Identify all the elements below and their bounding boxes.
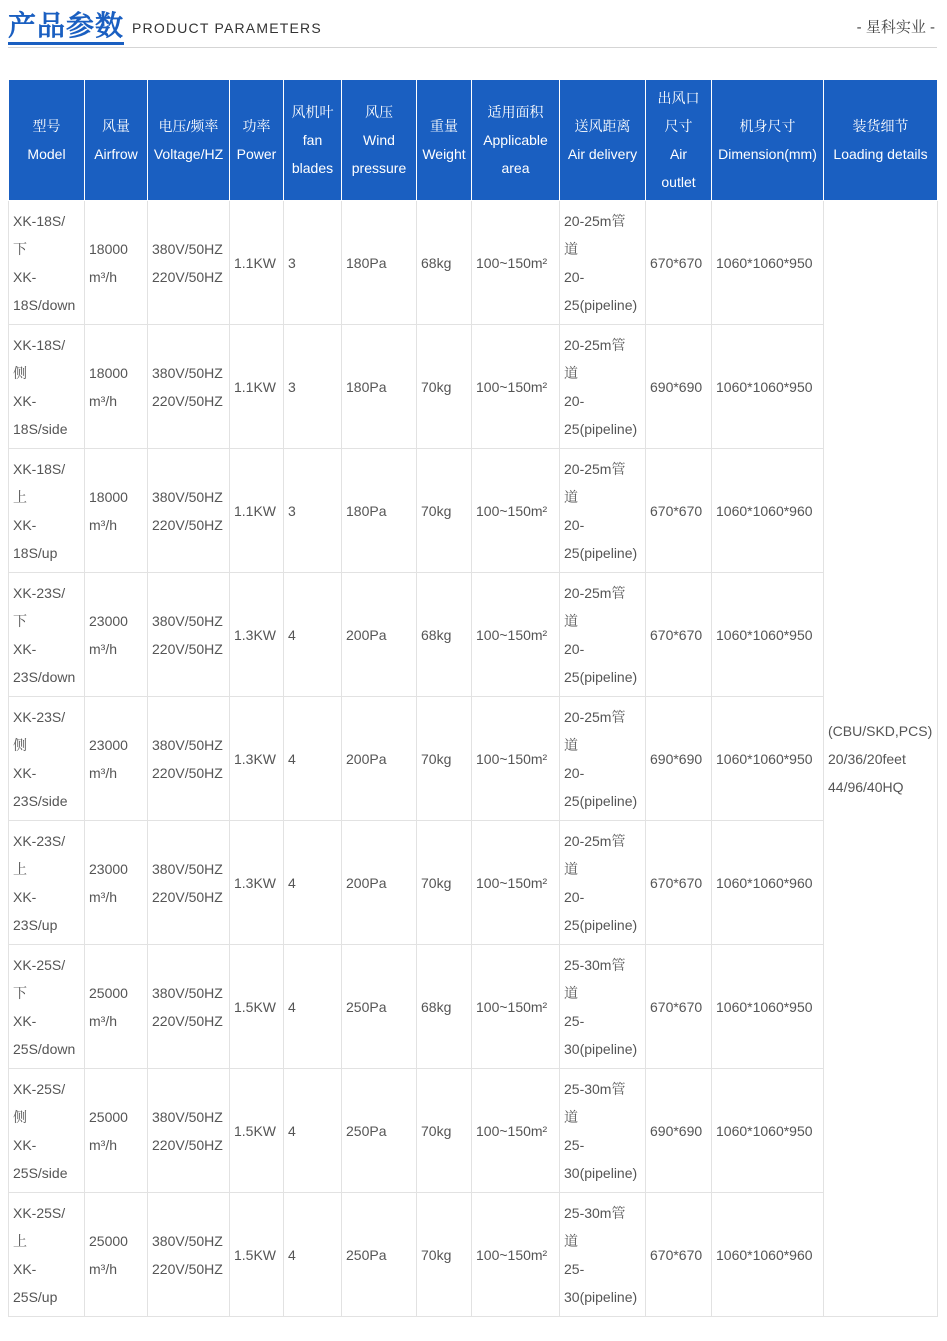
section-title-en: PRODUCT PARAMETERS — [132, 20, 322, 36]
cell-air-delivery: 25-30m管 道 25- 30(pipeline) — [560, 1193, 646, 1317]
cell-applicable-area: 100~150m² — [472, 449, 560, 573]
cell-air-delivery: 25-30m管 道 25- 30(pipeline) — [560, 1069, 646, 1193]
cell-fan-blades: 4 — [284, 1193, 342, 1317]
cell-dimension: 1060*1060*950 — [712, 201, 824, 325]
col-header-voltage: 电压/频率 Voltage/HZ — [148, 80, 230, 201]
cell-voltage: 380V/50HZ 220V/50HZ — [148, 945, 230, 1069]
col-header-power: 功率 Power — [230, 80, 284, 201]
table-row — [9, 1069, 938, 1193]
cell-air-delivery: 20-25m管 道 20- 25(pipeline) — [560, 697, 646, 821]
cell-model: XK-25S/ 下 XK- 25S/down — [9, 945, 85, 1069]
cell-wind-pressure: 200Pa — [342, 821, 417, 945]
col-header-weight: 重量 Weight — [417, 80, 472, 201]
cell-weight: 70kg — [417, 697, 472, 821]
cell-air-delivery: 20-25m管 道 20- 25(pipeline) — [560, 201, 646, 325]
cell-weight: 70kg — [417, 1069, 472, 1193]
cell-weight: 70kg — [417, 1193, 472, 1317]
cell-airflow: 25000 m³/h — [85, 1193, 148, 1317]
table-row — [9, 449, 938, 573]
cell-applicable-area: 100~150m² — [472, 1069, 560, 1193]
cell-wind-pressure: 180Pa — [342, 201, 417, 325]
cell-weight: 70kg — [417, 449, 472, 573]
col-header-loading-details: 装货细节 Loading details — [824, 80, 938, 201]
cell-power: 1.1KW — [230, 449, 284, 573]
cell-weight: 68kg — [417, 573, 472, 697]
company-name: - 星科实业 - — [856, 19, 935, 36]
cell-fan-blades: 4 — [284, 1069, 342, 1193]
header-divider — [8, 47, 937, 48]
cell-fan-blades: 4 — [284, 821, 342, 945]
cell-weight: 68kg — [417, 945, 472, 1069]
cell-voltage: 380V/50HZ 220V/50HZ — [148, 201, 230, 325]
cell-dimension: 1060*1060*950 — [712, 945, 824, 1069]
cell-air-outlet: 670*670 — [646, 201, 712, 325]
cell-wind-pressure: 200Pa — [342, 573, 417, 697]
cell-dimension: 1060*1060*960 — [712, 449, 824, 573]
cell-weight: 68kg — [417, 201, 472, 325]
cell-power: 1.5KW — [230, 1193, 284, 1317]
title-underline — [8, 42, 124, 45]
cell-model: XK-18S/ 下 XK- 18S/down — [9, 201, 85, 325]
cell-dimension: 1060*1060*960 — [712, 1193, 824, 1317]
cell-voltage: 380V/50HZ 220V/50HZ — [148, 821, 230, 945]
cell-fan-blades: 3 — [284, 449, 342, 573]
cell-model: XK-25S/ 上 XK- 25S/up — [9, 1193, 85, 1317]
cell-weight: 70kg — [417, 821, 472, 945]
cell-wind-pressure: 250Pa — [342, 1193, 417, 1317]
cell-fan-blades: 4 — [284, 697, 342, 821]
cell-air-delivery: 20-25m管 道 20- 25(pipeline) — [560, 449, 646, 573]
cell-power: 1.3KW — [230, 821, 284, 945]
cell-air-outlet: 670*670 — [646, 573, 712, 697]
table-body — [9, 201, 938, 1317]
cell-air-delivery: 25-30m管 道 25- 30(pipeline) — [560, 945, 646, 1069]
cell-airflow: 25000 m³/h — [85, 945, 148, 1069]
cell-applicable-area: 100~150m² — [472, 325, 560, 449]
cell-air-outlet: 670*670 — [646, 1193, 712, 1317]
table-row — [9, 697, 938, 821]
cell-applicable-area: 100~150m² — [472, 697, 560, 821]
cell-voltage: 380V/50HZ 220V/50HZ — [148, 449, 230, 573]
cell-fan-blades: 4 — [284, 573, 342, 697]
cell-power: 1.5KW — [230, 945, 284, 1069]
cell-model: XK-23S/ 侧 XK- 23S/side — [9, 697, 85, 821]
cell-power: 1.5KW — [230, 1069, 284, 1193]
section-header — [0, 0, 947, 48]
product-parameters-table — [8, 79, 938, 1317]
col-header-air-outlet: 出风口 尺寸 Air outlet — [646, 80, 712, 201]
cell-wind-pressure: 250Pa — [342, 1069, 417, 1193]
cell-power: 1.3KW — [230, 573, 284, 697]
cell-wind-pressure: 250Pa — [342, 945, 417, 1069]
cell-loading-details: (CBU/SKD,PCS) 20/36/20feet 44/96/40HQ — [824, 201, 938, 1317]
cell-model: XK-18S/ 侧 XK- 18S/side — [9, 325, 85, 449]
cell-air-outlet: 670*670 — [646, 821, 712, 945]
cell-applicable-area: 100~150m² — [472, 201, 560, 325]
cell-airflow: 23000 m³/h — [85, 821, 148, 945]
col-header-model: 型号 Model — [9, 80, 85, 201]
cell-applicable-area: 100~150m² — [472, 945, 560, 1069]
cell-airflow: 18000 m³/h — [85, 201, 148, 325]
table-row — [9, 821, 938, 945]
cell-airflow: 23000 m³/h — [85, 697, 148, 821]
col-header-airflow: 风量 Airfrow — [85, 80, 148, 201]
table-row — [9, 1193, 938, 1317]
cell-air-outlet: 670*670 — [646, 449, 712, 573]
cell-wind-pressure: 180Pa — [342, 449, 417, 573]
cell-model: XK-23S/ 下 XK- 23S/down — [9, 573, 85, 697]
col-header-wind-pressure: 风压 Wind pressure — [342, 80, 417, 201]
cell-fan-blades: 3 — [284, 325, 342, 449]
cell-wind-pressure: 180Pa — [342, 325, 417, 449]
cell-dimension: 1060*1060*950 — [712, 325, 824, 449]
cell-air-delivery: 20-25m管 道 20- 25(pipeline) — [560, 325, 646, 449]
cell-power: 1.3KW — [230, 697, 284, 821]
cell-power: 1.1KW — [230, 325, 284, 449]
table-row — [9, 325, 938, 449]
cell-airflow: 25000 m³/h — [85, 1069, 148, 1193]
cell-fan-blades: 4 — [284, 945, 342, 1069]
cell-weight: 70kg — [417, 325, 472, 449]
cell-voltage: 380V/50HZ 220V/50HZ — [148, 1193, 230, 1317]
cell-voltage: 380V/50HZ 220V/50HZ — [148, 325, 230, 449]
table-row — [9, 573, 938, 697]
cell-applicable-area: 100~150m² — [472, 821, 560, 945]
table-row — [9, 201, 938, 325]
cell-fan-blades: 3 — [284, 201, 342, 325]
cell-model: XK-18S/ 上 XK- 18S/up — [9, 449, 85, 573]
table-row — [9, 945, 938, 1069]
cell-voltage: 380V/50HZ 220V/50HZ — [148, 697, 230, 821]
cell-dimension: 1060*1060*960 — [712, 821, 824, 945]
cell-air-outlet: 670*670 — [646, 945, 712, 1069]
cell-air-delivery: 20-25m管 道 20- 25(pipeline) — [560, 573, 646, 697]
cell-airflow: 23000 m³/h — [85, 573, 148, 697]
cell-voltage: 380V/50HZ 220V/50HZ — [148, 573, 230, 697]
cell-applicable-area: 100~150m² — [472, 573, 560, 697]
cell-airflow: 18000 m³/h — [85, 325, 148, 449]
cell-applicable-area: 100~150m² — [472, 1193, 560, 1317]
cell-dimension: 1060*1060*950 — [712, 1069, 824, 1193]
cell-model: XK-25S/ 侧 XK- 25S/side — [9, 1069, 85, 1193]
col-header-dimension: 机身尺寸 Dimension(mm) — [712, 80, 824, 201]
cell-voltage: 380V/50HZ 220V/50HZ — [148, 1069, 230, 1193]
cell-power: 1.1KW — [230, 201, 284, 325]
cell-model: XK-23S/ 上 XK- 23S/up — [9, 821, 85, 945]
cell-dimension: 1060*1060*950 — [712, 573, 824, 697]
cell-air-delivery: 20-25m管 道 20- 25(pipeline) — [560, 821, 646, 945]
section-title-cn: 产品参数 — [8, 10, 125, 41]
cell-wind-pressure: 200Pa — [342, 697, 417, 821]
cell-air-outlet: 690*690 — [646, 697, 712, 821]
col-header-fan-blades: 风机叶 fan blades — [284, 80, 342, 201]
table-header-row — [9, 80, 938, 201]
cell-air-outlet: 690*690 — [646, 325, 712, 449]
cell-dimension: 1060*1060*950 — [712, 697, 824, 821]
col-header-air-delivery: 送风距离 Air delivery — [560, 80, 646, 201]
cell-air-outlet: 690*690 — [646, 1069, 712, 1193]
col-header-applicable-area: 适用面积 Applicable area — [472, 80, 560, 201]
cell-airflow: 18000 m³/h — [85, 449, 148, 573]
